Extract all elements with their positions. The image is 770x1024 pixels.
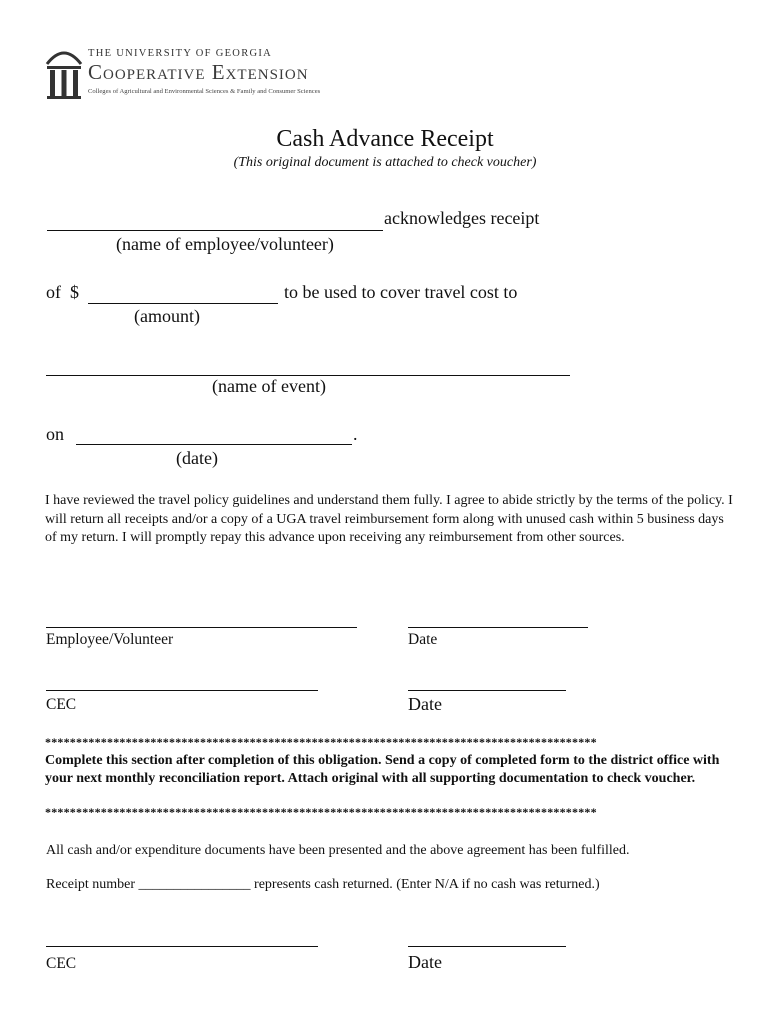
page-title: Cash Advance Receipt: [276, 126, 494, 152]
period-text: .: [353, 424, 358, 444]
employee-date-label: Date: [408, 631, 438, 648]
completion-notice: Complete this section after completion of this obligation. Send a copy of completed form to the district office with your next monthly reconciliation report. Attach original with all supporting documentation to check voucher.: [45, 753, 720, 786]
page-subtitle: (This original document is attached to check voucher): [233, 155, 537, 170]
final-cec-signature-field[interactable]: [46, 946, 318, 947]
employee-signature-label: Employee/Volunteer: [46, 631, 174, 648]
separator-top: *****************************************************************************************: [45, 735, 597, 749]
final-cec-date-field[interactable]: [408, 946, 566, 947]
cec-date-label: Date: [408, 694, 442, 714]
acknowledges-text: acknowledges receipt: [384, 208, 540, 228]
of-dollar-text: of $: [46, 282, 79, 302]
employee-date-field[interactable]: [408, 627, 588, 628]
receipt-number-label: Receipt number: [46, 877, 136, 892]
cec-date-field[interactable]: [408, 690, 566, 691]
amount-field[interactable]: [88, 303, 278, 304]
receipt-number-field[interactable]: ________________: [138, 877, 251, 892]
travel-text: to be used to cover travel cost to: [284, 282, 518, 302]
date-label: (date): [176, 448, 218, 468]
final-cec-signature-label: CEC: [46, 955, 77, 972]
agreement-paragraph: I have reviewed the travel policy guidelines and understand them fully. I agree to abide strictly by the terms of the policy. I will return all receipts and/or a copy of a UGA travel reimbursement form along with unused cash within 5 business days of my return. I will promptly repay this advance upon receiving any reimbursement from other sources.: [45, 493, 733, 545]
event-label: (name of event): [212, 376, 326, 396]
employee-name-field[interactable]: [47, 230, 383, 231]
separator-bottom: *****************************************************************************************: [45, 805, 597, 819]
cec-signature-label: CEC: [46, 696, 77, 713]
colleges-name: Colleges of Agricultural and Environmental Sciences & Family and Consumer Sciences: [88, 88, 321, 95]
extension-name: Cooperative Extension: [88, 60, 309, 84]
receipt-number-suffix: represents cash returned. (Enter N/A if no cash was returned.): [254, 877, 600, 892]
amount-label: (amount): [134, 306, 200, 326]
university-name: THE UNIVERSITY OF GEORGIA: [88, 48, 273, 59]
on-text: on: [46, 424, 64, 444]
uga-extension-logo: [44, 44, 364, 104]
employee-name-label: (name of employee/volunteer): [116, 234, 334, 254]
event-date-field[interactable]: [76, 444, 352, 445]
cec-signature-field[interactable]: [46, 690, 318, 691]
final-cec-date-label: Date: [408, 952, 442, 972]
arch-icon: [44, 44, 84, 102]
employee-signature-field[interactable]: [46, 627, 357, 628]
fulfillment-statement: All cash and/or expenditure documents have been presented and the above agreement has been fulfilled.: [46, 843, 630, 858]
receipt-number-row: [46, 877, 600, 893]
